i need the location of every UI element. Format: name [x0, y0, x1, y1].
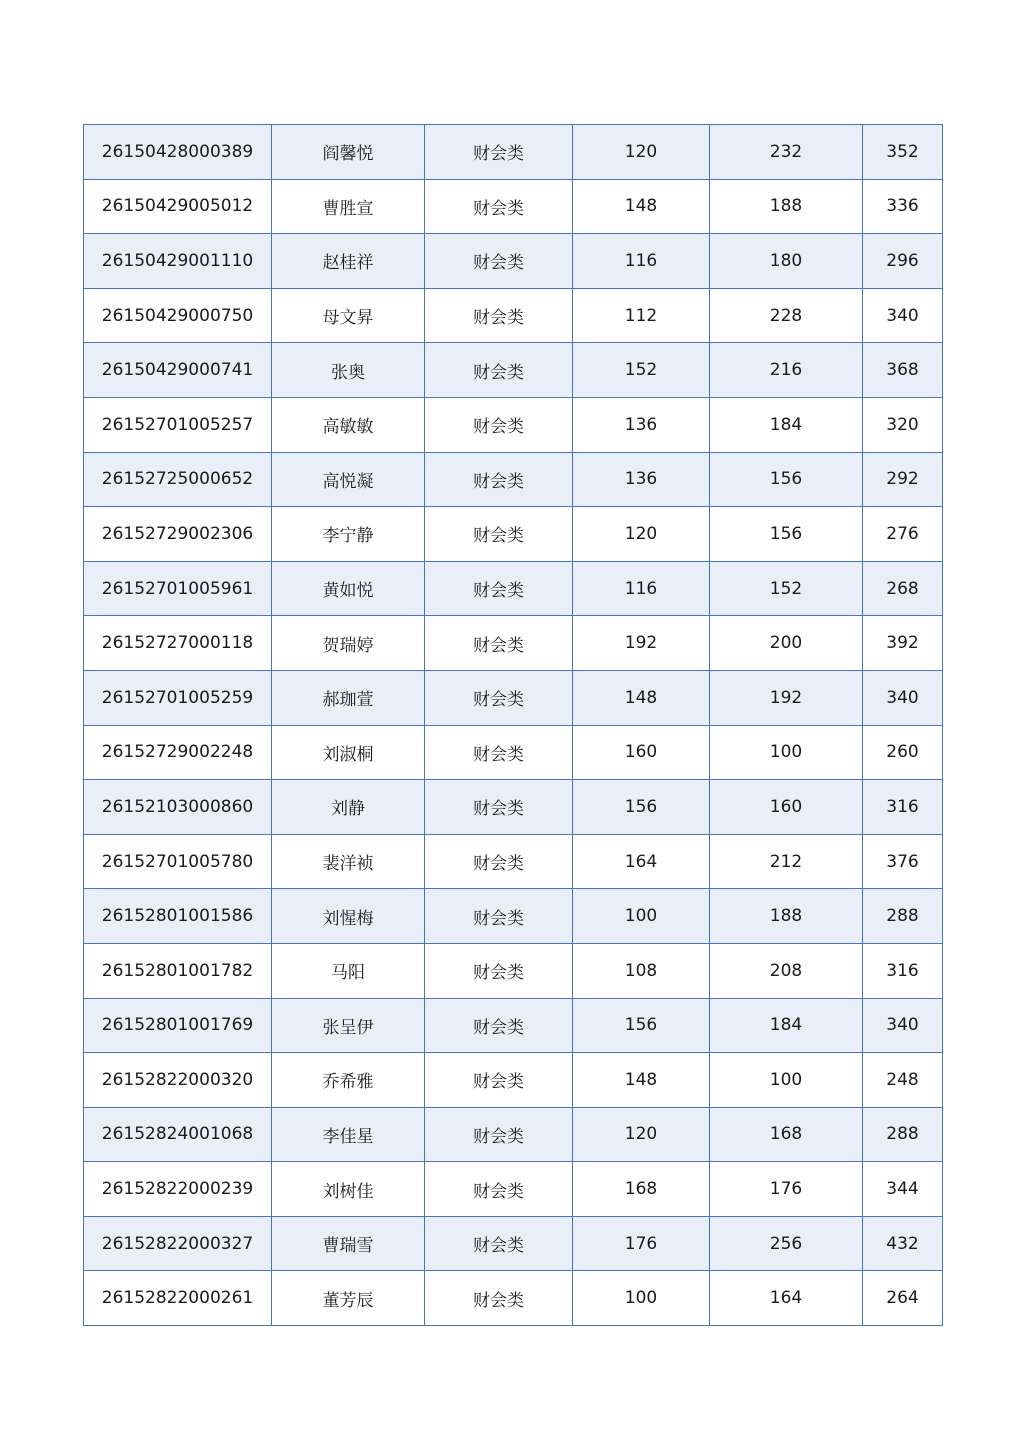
category-cell: 财会类 — [425, 234, 573, 289]
score-1-cell: 112 — [573, 288, 710, 343]
candidate-id-cell: 26152824001068 — [84, 1107, 272, 1162]
candidate-id-cell: 26152701005257 — [84, 397, 272, 452]
total-score-cell: 340 — [863, 998, 943, 1053]
candidate-id-cell: 26150429001110 — [84, 234, 272, 289]
score-1-cell: 100 — [573, 1271, 710, 1326]
score-1-cell: 120 — [573, 125, 710, 180]
total-score-cell: 288 — [863, 889, 943, 944]
candidate-name-cell: 阎馨悦 — [272, 125, 425, 180]
score-2-cell: 100 — [710, 725, 863, 780]
category-cell: 财会类 — [425, 288, 573, 343]
category-cell: 财会类 — [425, 834, 573, 889]
table-row — [84, 1271, 943, 1326]
score-2-cell: 208 — [710, 943, 863, 998]
score-2-cell: 180 — [710, 234, 863, 289]
category-cell: 财会类 — [425, 998, 573, 1053]
score-1-cell: 148 — [573, 179, 710, 234]
candidate-id-cell: 26150429005012 — [84, 179, 272, 234]
category-cell: 财会类 — [425, 179, 573, 234]
total-score-cell: 264 — [863, 1271, 943, 1326]
score-2-cell: 164 — [710, 1271, 863, 1326]
score-1-cell: 152 — [573, 343, 710, 398]
score-1-cell: 168 — [573, 1162, 710, 1217]
total-score-cell: 376 — [863, 834, 943, 889]
score-1-cell: 136 — [573, 397, 710, 452]
table-row — [84, 1162, 943, 1217]
category-cell: 财会类 — [425, 125, 573, 180]
category-cell: 财会类 — [425, 1107, 573, 1162]
score-2-cell: 212 — [710, 834, 863, 889]
candidate-name-cell: 贺瑞婷 — [272, 616, 425, 671]
category-cell: 财会类 — [425, 507, 573, 562]
score-1-cell: 148 — [573, 670, 710, 725]
score-1-cell: 100 — [573, 889, 710, 944]
candidate-name-cell: 张呈伊 — [272, 998, 425, 1053]
candidate-id-cell: 26152801001782 — [84, 943, 272, 998]
score-table-body — [84, 125, 943, 1326]
candidate-id-cell: 26152729002248 — [84, 725, 272, 780]
category-cell: 财会类 — [425, 452, 573, 507]
total-score-cell: 288 — [863, 1107, 943, 1162]
total-score-cell: 336 — [863, 179, 943, 234]
total-score-cell: 260 — [863, 725, 943, 780]
table-row — [84, 998, 943, 1053]
table-row — [84, 943, 943, 998]
score-1-cell: 156 — [573, 780, 710, 835]
category-cell: 财会类 — [425, 1053, 573, 1108]
category-cell: 财会类 — [425, 670, 573, 725]
candidate-name-cell: 母文昇 — [272, 288, 425, 343]
total-score-cell: 316 — [863, 943, 943, 998]
candidate-name-cell: 刘树佳 — [272, 1162, 425, 1217]
score-2-cell: 160 — [710, 780, 863, 835]
category-cell: 财会类 — [425, 889, 573, 944]
score-2-cell: 184 — [710, 397, 863, 452]
table-row — [84, 507, 943, 562]
score-1-cell: 148 — [573, 1053, 710, 1108]
score-2-cell: 200 — [710, 616, 863, 671]
candidate-name-cell: 裴洋祯 — [272, 834, 425, 889]
score-1-cell: 160 — [573, 725, 710, 780]
table-row — [84, 834, 943, 889]
total-score-cell: 320 — [863, 397, 943, 452]
table-row — [84, 561, 943, 616]
total-score-cell: 344 — [863, 1162, 943, 1217]
table-row — [84, 397, 943, 452]
candidate-name-cell: 高悦凝 — [272, 452, 425, 507]
table-row — [84, 234, 943, 289]
category-cell: 财会类 — [425, 561, 573, 616]
score-2-cell: 152 — [710, 561, 863, 616]
total-score-cell: 340 — [863, 288, 943, 343]
total-score-cell: 352 — [863, 125, 943, 180]
score-2-cell: 168 — [710, 1107, 863, 1162]
candidate-id-cell: 26152701005961 — [84, 561, 272, 616]
candidate-id-cell: 26152727000118 — [84, 616, 272, 671]
category-cell: 财会类 — [425, 1271, 573, 1326]
table-row — [84, 1216, 943, 1271]
score-1-cell: 120 — [573, 507, 710, 562]
table-row — [84, 1053, 943, 1108]
score-2-cell: 192 — [710, 670, 863, 725]
candidate-name-cell: 刘惺梅 — [272, 889, 425, 944]
total-score-cell: 248 — [863, 1053, 943, 1108]
total-score-cell: 368 — [863, 343, 943, 398]
candidate-id-cell: 26152822000239 — [84, 1162, 272, 1217]
table-row — [84, 343, 943, 398]
candidate-id-cell: 26152725000652 — [84, 452, 272, 507]
total-score-cell: 276 — [863, 507, 943, 562]
candidate-id-cell: 26152801001586 — [84, 889, 272, 944]
score-table — [83, 124, 943, 1326]
score-1-cell: 156 — [573, 998, 710, 1053]
candidate-name-cell: 曹胜宣 — [272, 179, 425, 234]
table-row — [84, 670, 943, 725]
score-1-cell: 192 — [573, 616, 710, 671]
category-cell: 财会类 — [425, 780, 573, 835]
candidate-id-cell: 26152822000320 — [84, 1053, 272, 1108]
table-row — [84, 125, 943, 180]
table-row — [84, 889, 943, 944]
category-cell: 财会类 — [425, 725, 573, 780]
category-cell: 财会类 — [425, 943, 573, 998]
score-2-cell: 216 — [710, 343, 863, 398]
total-score-cell: 432 — [863, 1216, 943, 1271]
score-1-cell: 120 — [573, 1107, 710, 1162]
score-2-cell: 188 — [710, 889, 863, 944]
total-score-cell: 316 — [863, 780, 943, 835]
candidate-name-cell: 李佳星 — [272, 1107, 425, 1162]
score-1-cell: 108 — [573, 943, 710, 998]
score-1-cell: 136 — [573, 452, 710, 507]
candidate-name-cell: 高敏敏 — [272, 397, 425, 452]
candidate-name-cell: 曹瑞雪 — [272, 1216, 425, 1271]
table-row — [84, 179, 943, 234]
candidate-id-cell: 26152701005780 — [84, 834, 272, 889]
category-cell: 财会类 — [425, 616, 573, 671]
candidate-name-cell: 李宁静 — [272, 507, 425, 562]
candidate-name-cell: 郝珈萱 — [272, 670, 425, 725]
candidate-name-cell: 刘淑桐 — [272, 725, 425, 780]
candidate-id-cell: 26152701005259 — [84, 670, 272, 725]
candidate-id-cell: 26152103000860 — [84, 780, 272, 835]
candidate-name-cell: 赵桂祥 — [272, 234, 425, 289]
score-2-cell: 156 — [710, 452, 863, 507]
candidate-id-cell: 26152822000261 — [84, 1271, 272, 1326]
candidate-name-cell: 张奥 — [272, 343, 425, 398]
score-2-cell: 176 — [710, 1162, 863, 1217]
table-row — [84, 616, 943, 671]
category-cell: 财会类 — [425, 1162, 573, 1217]
score-1-cell: 116 — [573, 561, 710, 616]
candidate-id-cell: 26152729002306 — [84, 507, 272, 562]
table-row — [84, 725, 943, 780]
total-score-cell: 340 — [863, 670, 943, 725]
candidate-name-cell: 刘静 — [272, 780, 425, 835]
score-2-cell: 256 — [710, 1216, 863, 1271]
total-score-cell: 292 — [863, 452, 943, 507]
candidate-name-cell: 马阳 — [272, 943, 425, 998]
total-score-cell: 268 — [863, 561, 943, 616]
candidate-id-cell: 26150429000741 — [84, 343, 272, 398]
table-row — [84, 288, 943, 343]
score-1-cell: 164 — [573, 834, 710, 889]
table-row — [84, 1107, 943, 1162]
table-row — [84, 780, 943, 835]
score-2-cell: 188 — [710, 179, 863, 234]
category-cell: 财会类 — [425, 343, 573, 398]
candidate-name-cell: 董芳辰 — [272, 1271, 425, 1326]
table-row — [84, 452, 943, 507]
score-2-cell: 156 — [710, 507, 863, 562]
candidate-id-cell: 26152801001769 — [84, 998, 272, 1053]
score-2-cell: 228 — [710, 288, 863, 343]
category-cell: 财会类 — [425, 1216, 573, 1271]
candidate-name-cell: 乔希雅 — [272, 1053, 425, 1108]
score-2-cell: 232 — [710, 125, 863, 180]
total-score-cell: 392 — [863, 616, 943, 671]
candidate-id-cell: 26150429000750 — [84, 288, 272, 343]
score-1-cell: 116 — [573, 234, 710, 289]
candidate-name-cell: 黄如悦 — [272, 561, 425, 616]
candidate-id-cell: 26150428000389 — [84, 125, 272, 180]
score-2-cell: 184 — [710, 998, 863, 1053]
score-1-cell: 176 — [573, 1216, 710, 1271]
category-cell: 财会类 — [425, 397, 573, 452]
total-score-cell: 296 — [863, 234, 943, 289]
score-2-cell: 100 — [710, 1053, 863, 1108]
candidate-id-cell: 26152822000327 — [84, 1216, 272, 1271]
